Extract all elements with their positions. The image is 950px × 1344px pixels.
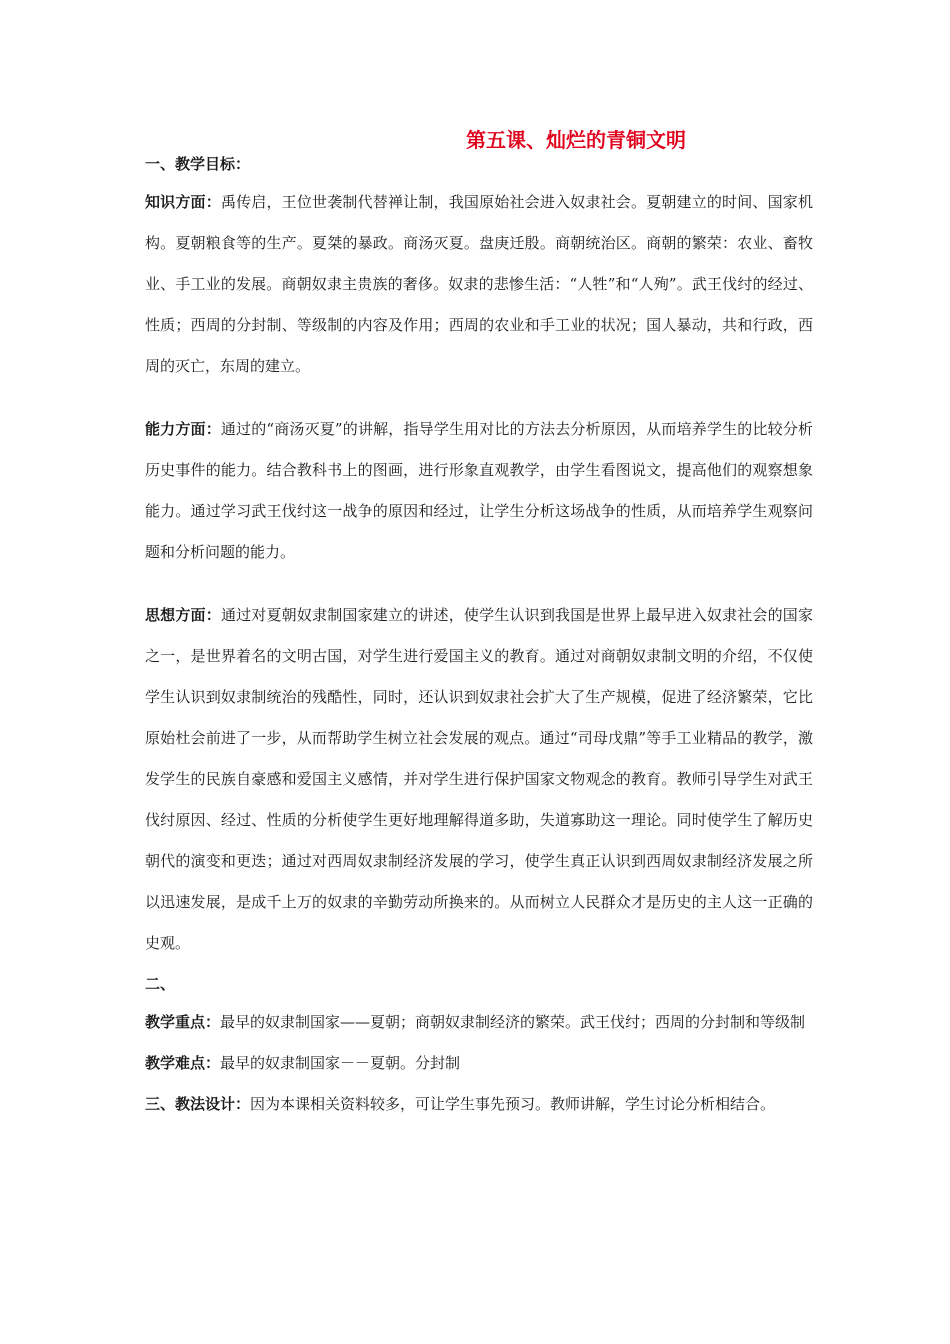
key-points-text: 最早的奴隶制国家——夏朝；商朝奴隶制经济的繁荣。武王伐纣；西周的分封制和等级制 [220,1013,806,1031]
key-points-paragraph [145,1002,813,1043]
knowledge-label: 知识方面： [145,193,221,211]
thought-label: 思想方面： [145,606,221,624]
document-body [145,150,813,1125]
difficulties-label: 教学难点： [145,1054,221,1072]
ability-paragraph [145,409,813,573]
method-label: 三、教法设计： [145,1095,251,1113]
section-heading-two: 二、 [145,975,176,993]
method-paragraph [145,1084,813,1125]
difficulties-paragraph [145,1043,813,1084]
key-points-label: 教学重点： [145,1013,221,1031]
knowledge-paragraph [145,182,813,387]
knowledge-text: 禹传启，王位世袭制代替禅让制，我国原始社会进入奴隶社会。夏朝建立的时间、国家机构。夏朝粮食等的生产。夏桀的暴政。商汤灭夏。盘庚迁殷。商朝统治区。商朝的繁荣：农业、畜牧业、手工业的发展。商朝奴隶主贵族的奢侈。奴隶的悲惨生活：“人牲”和“人殉”。武王伐纣的经过、性质；西周的分封制、等级制的内容及作用；西周的农业和手工业的状况；国人暴动，共和行政，西周的灭亡，东周的建立。 [145,193,813,375]
document-title: 第五课、灿烂的青铜文明 [466,128,686,152]
thought-paragraph [145,595,813,964]
difficulties-text: 最早的奴隶制国家－－夏朝。分封制 [220,1054,461,1072]
ability-label: 能力方面： [145,420,221,438]
section-heading-teaching-goals: 一、教学目标： [145,155,251,173]
thought-text: 通过对夏朝奴隶制国家建立的讲述，使学生认识到我国是世界上最早进入奴隶社会的国家之一，是世界着名的文明古国，对学生进行爱国主义的教育。通过对商朝奴隶制文明的介绍，不仅使学生认识到奴隶制统治的残酷性，同时，还认识到奴隶社会扩大了生产规模，促进了经济繁荣，它比原始杜会前进了一步，从而帮助学生树立社会发展的观点。通过“司母戊鼎”等手工业精品的教学，激发学生的民族自豪感和爱国主义感情，并对学生进行保护国家文物观念的教育。教师引导学生对武王伐纣原因、经过、性质的分析使学生更好地理解得道多助，失道寡助这一理论。同时使学生了解历史朝代的演变和更迭；通过对西周奴隶制经济发展的学习，使学生真正认识到西周奴隶制经济发展之所以迅速发展，是成千上万的奴隶的辛勤劳动所换来的。从而树立人民群众才是历史的主人这一正确的史观。 [145,606,813,952]
ability-text: 通过的“商汤灭夏”的讲解，指导学生用对比的方法去分析原因，从而培养学生的比较分析历史事件的能力。结合教科书上的图画，进行形象直观教学，由学生看图说文，提高他们的观察想象能力。通过学习武王伐纣这一战争的原因和经过，让学生分析这场战争的性质，从而培养学生观察问题和分析问题的能力。 [145,420,813,561]
method-text: 因为本课相关资料较多，可让学生事先预习。教师讲解，学生讨论分析相结合。 [250,1095,776,1113]
